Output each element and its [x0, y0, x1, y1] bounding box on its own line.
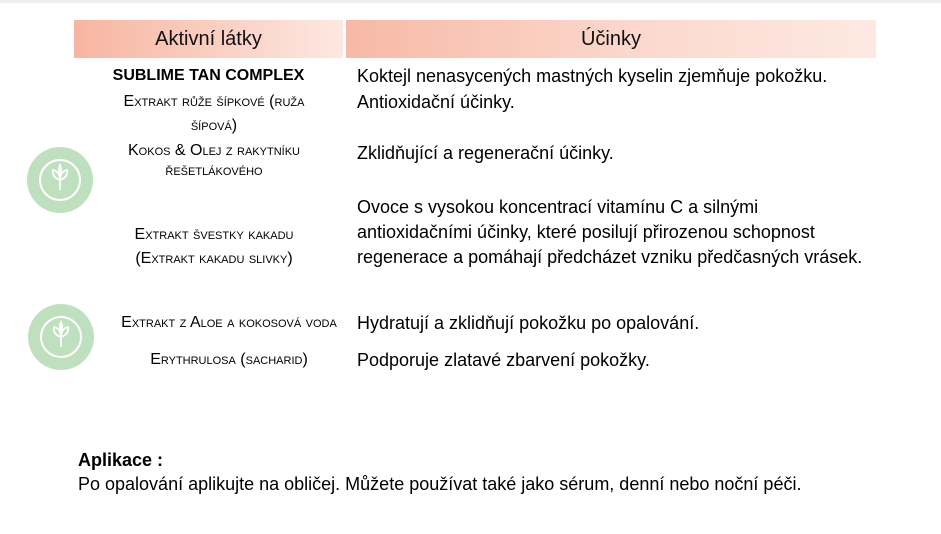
effect-aloe-coconut-water: Hydratují a zklidňují pokožku po opalování.: [357, 313, 700, 333]
ingredient-rosehip-extract: Extrakt růže šípkové (ruža šípová): [123, 93, 305, 134]
effect-coconut-sea-buckthorn-oil: Zklidňující a regenerační účinky.: [357, 143, 614, 163]
effect-rosehip-extract: Antioxidační účinky.: [357, 92, 515, 112]
table-header-active-ingredients: Aktivní látky: [74, 20, 343, 58]
ingredient-erythrulose: Erythrulosa (sacharid): [150, 351, 308, 368]
ingredient-kakadu-plum-extract: Extrakt švestky kakadu (Extrakt kakadu slivky): [134, 226, 294, 267]
effect-sublime-tan-complex: Koktejl nenasycených mastných kyselin zjemňuje pokožku.: [357, 66, 828, 86]
application-title: Aplikace :: [78, 450, 164, 470]
top-divider: [0, 0, 941, 3]
effect-erythrulose: Podporuje zlatavé zbarvení pokožky.: [357, 350, 650, 370]
ingredient-aloe-coconut-water: Extrakt z Aloe a kokosová voda: [121, 314, 337, 331]
actif-herboriste-seal: [27, 303, 95, 371]
application-text: Po opalování aplikujte na obličej. Můžete používat také jako sérum, denní nebo noční péči.: [78, 474, 802, 494]
effect-kakadu-plum-extract: Ovoce s vysokou koncentrací vitamínu C a silnými antioxidačními účinky, které posilují přirozenou schopnost regenerace a pomáhají předcházet vzniku předčasných vrásek.: [357, 197, 863, 267]
actif-herboriste-seal: [26, 146, 94, 214]
ingredient-coconut-sea-buckthorn-oil: Kokos & Olej z rakytníku řešetlákového: [128, 142, 300, 179]
table-header-effects: Účinky: [346, 20, 876, 58]
ingredient-sublime-tan-complex: SUBLIME TAN COMPLEX: [112, 67, 305, 84]
